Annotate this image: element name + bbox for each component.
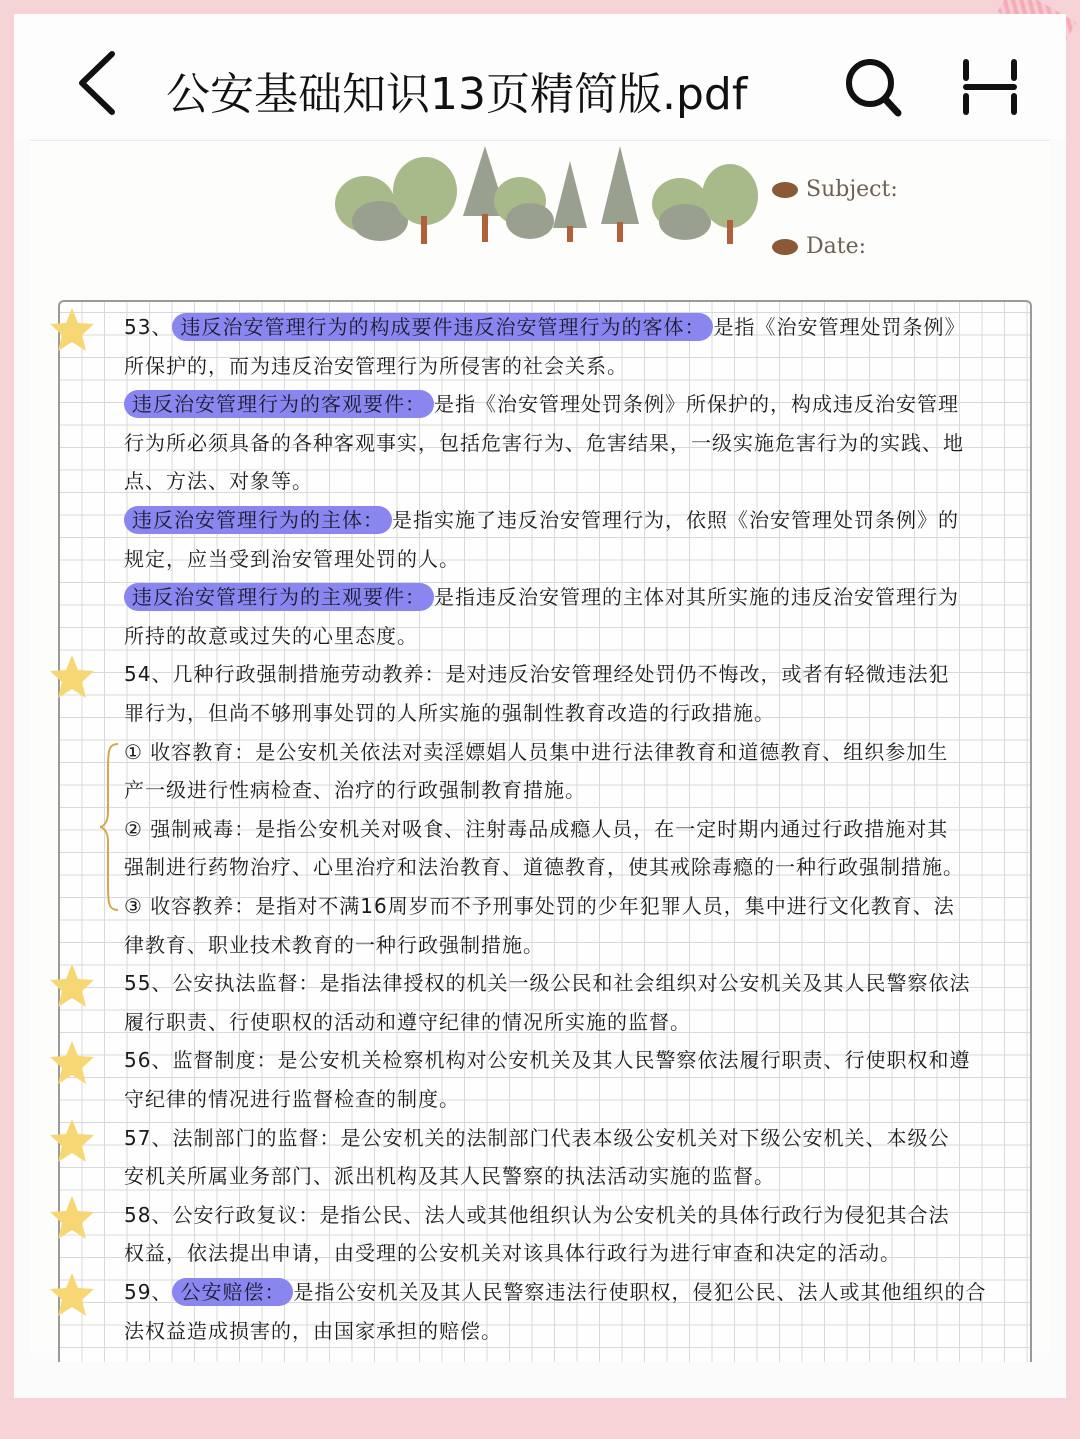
line-text: 权益，依法提出申请，由受理的公安机关对该具体行政行为进行审查和决定的活动。: [124, 1241, 901, 1266]
note-line: [124, 733, 948, 771]
star-icon: [48, 1194, 96, 1242]
note-line: [124, 347, 628, 385]
line-text: 58、公安行政复议：是指公民、法人或其他组织认为公安机关的具体行政行为侵犯其合法: [124, 1202, 950, 1227]
note-line: [124, 462, 313, 500]
star-icon: [48, 1271, 96, 1319]
note-line: [124, 655, 949, 693]
note-line: [124, 1080, 460, 1118]
line-text: 律教育、职业技术教育的一种行政强制措施。: [124, 932, 544, 957]
note-line: [124, 385, 959, 423]
note-sheet: [30, 140, 1050, 1353]
line-text: 55、公安执法监督：是指法律授权的机关一级公民和社会组织对公安机关及其人民警察依法: [124, 971, 971, 996]
line-text: 56、监督制度：是公安机关检察机构对公安机关及其人民警察依法履行职责、行使职权和遵: [124, 1048, 971, 1073]
document-title: 公安基础知识13页精简版.pdf: [166, 69, 748, 120]
note-line: [124, 1157, 775, 1195]
line-text: 所持的故意或过失的心里态度。: [124, 623, 418, 648]
note-line: [124, 1196, 949, 1234]
note-line: [124, 1119, 949, 1157]
star-icon: [48, 306, 96, 354]
date-field: [772, 234, 866, 259]
date-label: Date:: [806, 234, 867, 259]
line-text: 是指违反治安管理的主体对其所实施的违反治安管理行为: [434, 585, 959, 610]
highlighted-term: 违反治安管理行为的主观要件：: [124, 583, 434, 611]
line-text: 履行职责、行使职权的活动和遵守纪律的情况所实施的监督。: [124, 1009, 691, 1034]
line-text: 是指实施了违反治安管理行为，依照《治安管理处罚条例》的: [392, 508, 959, 532]
line-text: 57、法制部门的监督：是公安机关的法制部门代表本级公安机关对下级公安机关、本级公: [124, 1125, 950, 1150]
line-text: 法权益造成损害的，由国家承担的赔偿。: [124, 1318, 502, 1343]
chestnut-icon: [772, 182, 798, 198]
line-text: ① 收容教育：是公安机关依法对卖淫嫖娼人员集中进行法律教育和道德教育、组织参加生: [124, 739, 949, 764]
line-text: 规定，应当受到治安管理处罚的人。: [124, 546, 460, 571]
back-arrow-icon[interactable]: [72, 48, 120, 118]
search-icon[interactable]: [844, 56, 902, 118]
curly-brace-icon: [100, 742, 120, 912]
trees-illustration: [335, 146, 765, 256]
line-text: 点、方法、对象等。: [124, 469, 313, 494]
star-icon: [48, 1117, 96, 1165]
line-text: 53、: [124, 315, 173, 339]
line-text: 守纪律的情况进行监督检查的制度。: [124, 1087, 460, 1111]
line-text: 是指《治安管理处罚条例》所保护的，构成违反治安管理: [434, 392, 959, 417]
note-line: [124, 1041, 970, 1079]
star-icon: [48, 653, 96, 701]
note-line: [124, 810, 948, 848]
line-text: 产一级进行性病检查、治疗的行政强制教育措施。: [124, 778, 586, 803]
highlighted-term: 违反治安管理行为的主体：: [124, 506, 392, 534]
line-text: 安机关所属业务部门、派出机构及其人民警察的执法活动实施的监督。: [124, 1164, 775, 1189]
note-line: [124, 964, 970, 1002]
note-line: [124, 1003, 691, 1041]
highlighted-term: 违反治安管理行为的客观要件：: [124, 390, 434, 418]
note-line: [124, 617, 418, 655]
note-line: [124, 848, 964, 886]
line-text: 59、: [124, 1280, 173, 1304]
line-text: 54、几种行政强制措施劳动教养：是对违反治安管理经处罚仍不悔改，或者有轻微违法犯: [124, 662, 950, 687]
menu-icon[interactable]: [960, 58, 1020, 116]
note-line: [124, 1234, 901, 1272]
note-line: [124, 424, 964, 462]
note-line: [124, 771, 586, 809]
line-text: 所保护的，而为违反治安管理行为所侵害的社会关系。: [124, 353, 628, 378]
note-line: [124, 926, 544, 964]
subject-label: Subject:: [806, 177, 898, 202]
note-line: [124, 308, 965, 346]
star-icon: [48, 962, 96, 1010]
grid-paper: [58, 300, 1032, 1362]
highlighted-term: 公安赔偿：: [172, 1278, 293, 1306]
note-line: [124, 887, 955, 925]
line-text: 是指公安机关及其人民警察违法行使职权，侵犯公民、法人或其他组织的合: [293, 1280, 987, 1304]
highlighted-term: 违反治安管理行为的构成要件违反治安管理行为的客体：: [172, 313, 713, 341]
note-line: [124, 578, 959, 616]
line-text: 行为所必须具备的各种客观事实，包括危害行为、危害结果，一级实施危害行为的实践、地: [124, 430, 964, 455]
chestnut-icon: [772, 239, 798, 255]
line-text: 是指《治安管理处罚条例》: [713, 315, 966, 339]
note-line: [124, 540, 460, 578]
subject-field: [772, 177, 898, 202]
note-line: [124, 1312, 502, 1350]
note-line: [124, 501, 959, 539]
note-line: [124, 1273, 986, 1311]
top-bar: [14, 14, 1066, 138]
line-text: ② 强制戒毒：是指公安机关对吸食、注射毒品成瘾人员，在一定时期内通过行政措施对其: [124, 816, 949, 841]
note-line: [124, 694, 775, 732]
line-text: 罪行为，但尚不够刑事处罚的人所实施的强制性教育改造的行政措施。: [124, 701, 775, 725]
line-text: 强制进行药物治疗、心里治疗和法治教育、道德教育，使其戒除毒瘾的一种行政强制措施。: [124, 855, 964, 880]
star-icon: [48, 1039, 96, 1087]
line-text: ③ 收容教养：是指对不满16周岁而不予刑事处罚的少年犯罪人员，集中进行文化教育、法: [124, 894, 955, 918]
